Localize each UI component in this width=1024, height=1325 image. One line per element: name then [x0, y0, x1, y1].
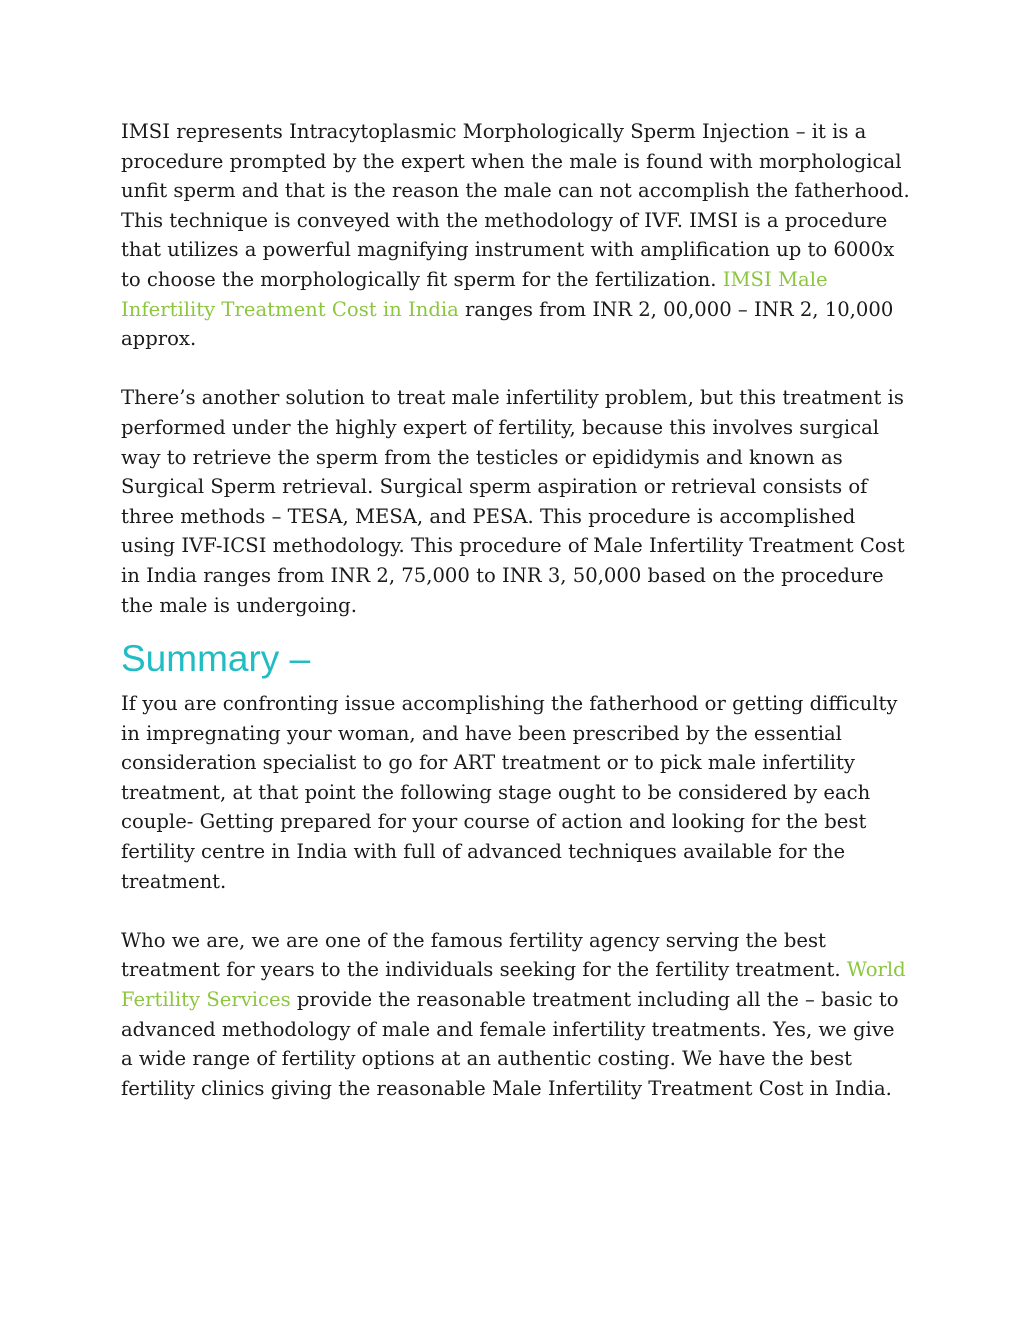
who-we-are-text-end: provide the reasonable treatment including all the – basic to advanced methodology of male and female infertility treatments. Yes, we give a wide range of fertility options at an authentic costing. We have the best fertility clinics giving the reasonable Male Infertility Treatment Cost in India. [121, 988, 899, 1100]
imsi-paragraph [121, 117, 911, 354]
who-we-are-text: Who we are, we are one of the famous fertility agency serving the best treatment for years to the individuals seeking for the fertility treatment. [121, 928, 847, 982]
world-fertility-services-link[interactable]: World Fertility Services [121, 958, 906, 1012]
paragraph-spacer [121, 896, 911, 926]
imsi-paragraph-text-end: ranges from INR 2, 00,000 – INR 2, 10,000 approx. [121, 297, 894, 351]
imsi-cost-link[interactable]: IMSI Male Infertility Treatment Cost in India [121, 267, 828, 321]
document-page [121, 117, 911, 1103]
surgical-retrieval-paragraph: There’s another solution to treat male infertility problem, but this treatment is performed under the highly expert of fertility, because this involves surgical way to retrieve the sperm from the testicles or epididymis and known as Surgical Sperm retrieval. Surgical sperm aspiration or retrieval consists of three methods – TESA, MESA, and PESA. This procedure is accomplished using IVF-ICSI methodology. This procedure of Male Infertility Treatment Cost in India ranges from INR 2, 75,000 to INR 3, 50,000 based on the procedure the male is undergoing. [121, 386, 905, 617]
who-we-are-paragraph [121, 926, 911, 1104]
summary-heading: Summary – [121, 638, 311, 680]
imsi-paragraph-text: IMSI represents Intracytoplasmic Morphologically Sperm Injection – it is a procedure prompted by the expert when the male is found with morphological unfit sperm and that is the reason the male can not accomplish the fatherhood. This technique is conveyed with the methodology of IVF. IMSI is a procedure that utilizes a powerful magnifying instrument with amplification up to 6000x to choose the morphologically fit sperm for the fertilization. [121, 120, 910, 291]
summary-paragraph: If you are confronting issue accomplishing the fatherhood or getting difficulty in impregnating your woman, and have been prescribed by the essential consideration specialist to go for ART treatment or to pick male infertility treatment, at that point the following stage ought to be considered by each couple- Getting prepared for your course of action and looking for the best fertility centre in India with full of advanced techniques available for the treatment. [121, 692, 898, 893]
paragraph-spacer [121, 354, 911, 384]
